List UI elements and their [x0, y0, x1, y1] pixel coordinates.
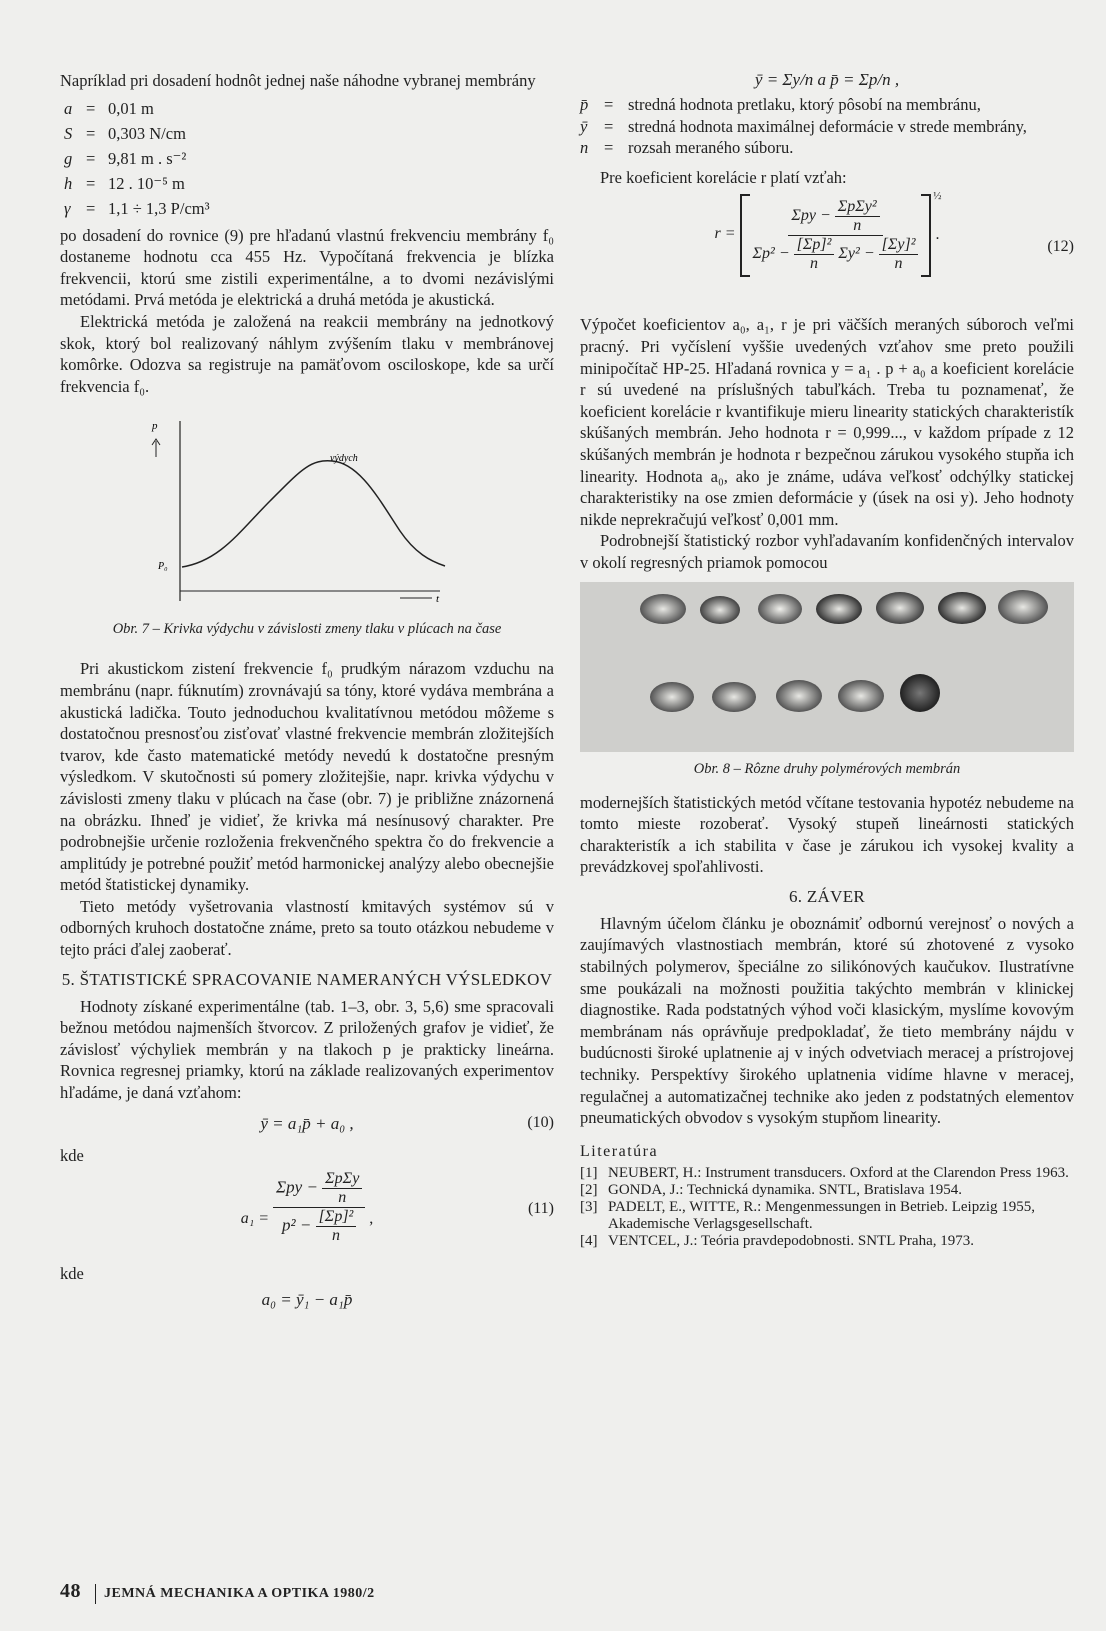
parameter-list — [64, 96, 554, 221]
kde-label: kde — [60, 1263, 84, 1283]
paragraph: Hlavným účelom článku je oboznámiť odbornú verejnosť o nových a zaujímavých vlastnostiach membrán, ktoré sú zhotovené z vysoko stabilných polymerov, špeciálne zo silikónových kaučukov. Ilustratívne sme poukázali na možnosti použitia takýchto membrán v klinickej diagnostike. Rada podstatných výhod voči klasickým, myslíme kovovým membránam nás oprávňuje predpokladať, že tieto membrány nájdu v budúcnosti široké uplatnenie aj v iných odvetviach meracej a prístrojovej techniky. Perspektívy širokého uplatnenia vidíme hlavne v meracej, regulačnej a automatizačnej technike ako jeden z podstatných elementov pneumatických obvodov s vysokým stupňom linearity. — [580, 913, 1074, 1128]
param-value: 0,303 N/cm — [108, 123, 186, 143]
membrane-disc — [876, 592, 924, 624]
param-value: 0,01 m — [108, 98, 154, 118]
reference-item — [580, 1182, 1074, 1199]
reference-number: [4] — [580, 1232, 598, 1249]
definition-row: p̄ = stredná hodnota pretlaku, ktorý pôsobí na membránu, — [580, 94, 1074, 116]
journal-name: JEMNÁ MECHANIKA A OPTIKA 1980/2 — [104, 1586, 375, 1601]
paragraph: Pre koeficient korelácie r platí vzťah: — [600, 167, 847, 187]
membrane-disc — [776, 680, 822, 712]
reference-item — [580, 1165, 1074, 1182]
membrane-disc — [700, 596, 740, 624]
equation-12-fraction: Σpy − $\frac{\text{ΣpΣy²}}{n}$ Σp² − $\frac{\text{[Σp]²}}{n}$ Σy² − $\frac{\text{[Σy]²}}{n}$ — [750, 198, 922, 273]
reference-text: GONDA, J.: Technická dynamika. SNTL, Bratislava 1954. — [608, 1181, 963, 1198]
exhalation-curve-plot — [60, 411, 554, 611]
membrane-disc — [938, 592, 986, 624]
figure-8 — [580, 582, 1074, 778]
definition-row: n = rozsah meraného súboru. — [580, 137, 1074, 159]
p0-label: P₀ — [158, 561, 168, 573]
membrane-disc — [650, 682, 694, 712]
equation-12: r = Σpy − $\frac{\text{ΣpΣy²}}{n}$ Σp² − $\frac{\text{[Σp]²}}{n}$ Σy² − $\frac{\text{[Σy]²}}{n}$ ½ . (12) — [580, 194, 1074, 314]
equation-10 — [60, 1114, 554, 1142]
reference-number: [2] — [580, 1181, 598, 1198]
mean-equation-body: ȳ = Σy/n a p̄ = Σp/n , — [754, 70, 900, 89]
equation-11-fraction: Σpy − $\frac{\text{ΣpΣy}}{n}$ p² − $\frac{\text{[Σp]²}}{n}$ — [273, 1170, 365, 1245]
page-footer — [60, 1580, 375, 1604]
reference-text: PADELT, E., WITTE, R.: Mengenmessungen in Betrieb. Leipzig 1955, Akademische Verlagsgesellschaft. — [608, 1198, 1036, 1232]
definition-symbol: p̄ — [580, 95, 589, 114]
membrane-disc — [998, 590, 1048, 624]
paragraph: Elektrická metóda je založená na reakcii membrány na jednotkový skok, ktorý bol realizovaný náhlym zvýšením tlaku v membránovej komôrke. Odozva sa registruje na pamäťovom osciloskope, kde sa určí frekvencia f₀. — [60, 311, 554, 396]
definitions-list — [580, 94, 1074, 159]
intro-text: Napríklad pri dosadení hodnôt jednej naše náhodne vybranej membrány — [60, 71, 536, 90]
definition-text: stredná hodnota maximálnej deformácie v strede membrány, — [628, 116, 1027, 136]
right-column — [580, 70, 1074, 1250]
paragraph: Výpočet koeficientov a₀, a₁, r je pri väčších meraných súboroch veľmi pracný. Pri vyčíslení vyššie uvedených vzťahov sme preto použili minipočítač HP-25. Hľadaná rovnica y = a₁ . p + a₀ a koeficient korelácie r sú uvedené na príslušných tabuľkách. Treba tu poznamenať, že koeficient korelácie r kvantifikuje mieru linearity statických charakteristík skúšaných membrán. Jeho hodnota r = 0,999..., v každom prípade z 12 skúšaných membrán je hodnota r bezpečnou zárukou vysokého stupňa ich linearity. Hodnota a₀, ako je známe, udáva veľkosť odchýlky statickej charakteristiky na ose zmien deformácie y (úsek na osi y). Jeho hodnoty nikde neprekračujú veľkosť 0,001 mm. — [580, 315, 1074, 529]
equation-11-lhs: a₁ = — [240, 1209, 270, 1227]
reference-number: [3] — [580, 1198, 598, 1215]
param-row: g = 9,81 m . s⁻² — [64, 146, 554, 171]
membrane-disc — [900, 674, 940, 712]
figure-7-caption: Obr. 7 – Krivka výdychu v závislosti zmeny tlaku v plúcach na čase — [112, 621, 502, 638]
left-column — [60, 70, 554, 1318]
section-6-heading: 6. ZÁVER — [788, 886, 866, 906]
param-symbol: γ — [64, 198, 71, 218]
param-row: h = 12 . 10⁻⁵ m — [64, 171, 554, 196]
equation-10-body: ȳ = a₁p̄ + a₀ , — [260, 1113, 354, 1133]
equation-12-number: (12) — [1047, 238, 1074, 256]
param-symbol: S — [64, 123, 73, 143]
param-value: 1,1 ÷ 1,3 P/cm³ — [108, 198, 210, 218]
definition-symbol: ȳ — [580, 116, 588, 136]
equation-10-number: (10) — [527, 1113, 554, 1131]
definition-symbol: n — [580, 138, 589, 158]
references-title: Literatúra — [580, 1142, 659, 1160]
equation-11: a₁ = Σpy − $\frac{\text{ΣpΣy}}{n}$ p² − $\frac{\text{[Σp]²}}{n}$ , (11) — [240, 1169, 554, 1244]
membranes-photo — [580, 582, 1074, 752]
reference-number: [1] — [580, 1164, 598, 1181]
paragraph: modernejších štatistických metód včítane testovania hypotéz nebudeme na tomto mieste rozoberať. Vysoký stupeň lineárnosti statických charakteristík a ich stabilita v čase je zárukou ich vysokej kvality a prevádzkovej spoľahlivosti. — [580, 792, 1074, 877]
definition-row: ȳ = stredná hodnota maximálnej deformácie v strede membrány, — [580, 116, 1074, 138]
mean-equation — [580, 70, 1074, 94]
page-number: 48 — [60, 1580, 81, 1602]
curve-label: výdych — [330, 453, 358, 465]
equation-a0-body: a₀ = ȳ₁ − a₁p̄ — [261, 1289, 353, 1309]
paragraph: Hodnoty získané experimentálne (tab. 1–3, obr. 3, 5,6) sme spracovali bežnou metódou najmenších štvorcov. Z priložených grafov je vidieť, že závislosť výchyliek membrán y na tlakoch p je prakticky lineárna. Rovnica regresnej priamky, ktorú na základe realizovaných experimentov hľadáme, je daná vzťahom: — [60, 996, 554, 1103]
x-axis-label: t — [436, 593, 440, 606]
membrane-disc — [712, 682, 756, 712]
paragraph: Tieto metódy vyšetrovania vlastností kmitavých systémov sú v odborných kruhoch dostatočne známe, preto sa touto otázkou nebudeme v tejto práci ďalej zaoberať. — [60, 896, 554, 960]
membrane-disc — [640, 594, 686, 624]
membrane-disc — [758, 594, 802, 624]
param-value: 9,81 m . s⁻² — [108, 148, 187, 168]
param-symbol: a — [64, 98, 73, 118]
reference-text: NEUBERT, H.: Instrument transducers. Oxford at the Clarendon Press 1963. — [608, 1164, 1069, 1181]
paragraph: Podrobnejší štatistický rozbor vyhľadavaním konfidenčných intervalov v okolí regresných priamok pomocou — [580, 531, 1074, 572]
membrane-disc — [816, 594, 862, 624]
param-row: S = 0,303 N/cm — [64, 121, 554, 146]
reference-text: VENTCEL, J.: Teória pravdepodobnosti. SNTL Praha, 1973. — [608, 1232, 974, 1249]
param-row: a = 0,01 m — [64, 96, 554, 121]
membrane-disc — [838, 680, 884, 712]
param-value: 12 . 10⁻⁵ m — [108, 173, 185, 193]
section-5-heading: 5. ŠTATISTICKÉ SPRACOVANIE NAMERANÝCH VÝSLEDKOV — [61, 969, 553, 989]
reference-item — [580, 1199, 1074, 1233]
param-symbol: h — [64, 173, 73, 193]
kde-label: kde — [60, 1145, 84, 1165]
paragraph: Pri akustickom zistení frekvencie f₀ prudkým nárazom vzduchu na membránu (napr. fúknutím) zrovnávajú sa tóny, ktoré vydáva membrána a akustická ladička. Touto jednoduchou kvalitatívnou metódou môžeme s dostatočnou presnosťou zisťovať vlastné frekvencie membrán zložitejších tvarov, kde často matematické metódy nevedú k dostatočne presným výsledkom. V skutočnosti sú pomery zložitejšie, napr. krivka výdychu v závislosti zmeny tlaku v plúcach na čase (obr. 7) je približne znázornená na obrázku. Ihneď je vidieť, že krivka má nesínusový charakter. Pre podrobnejšie určenie rozloženia frekvenčného spektra čo do frekvencie a amplitúdy je potrebné použiť metód harmonickej analýzy alebo obecnejšie metód štatistickej dynamiky. — [60, 659, 554, 895]
figure-8-caption: Obr. 8 – Rôzne druhy polymérových membrán — [693, 760, 961, 777]
definition-text: stredná hodnota pretlaku, ktorý pôsobí na membránu, — [628, 95, 981, 114]
paragraph: po dosadení do rovnice (9) pre hľadanú vlastnú frekvenciu membrány f₀ dostaneme hodnotu cca 455 Hz. Vypočítaná frekvencia je blízka frekvencii, ktorú sme zistili experimentálne, a to dvomi nezávislými metódami. Prvá metóda je elektrická a druhá metóda je akustická. — [60, 225, 554, 310]
equation-a0 — [60, 1290, 554, 1318]
reference-item — [580, 1233, 1074, 1250]
exhalation-curve — [182, 461, 445, 567]
param-symbol: g — [64, 148, 73, 168]
y-axis-label: p — [152, 420, 158, 433]
definition-text: rozsah meraného súboru. — [628, 138, 794, 158]
equation-11-number: (11) — [527, 1199, 554, 1217]
param-row: γ = 1,1 ÷ 1,3 P/cm³ — [64, 196, 554, 221]
figure-7 — [60, 411, 554, 638]
